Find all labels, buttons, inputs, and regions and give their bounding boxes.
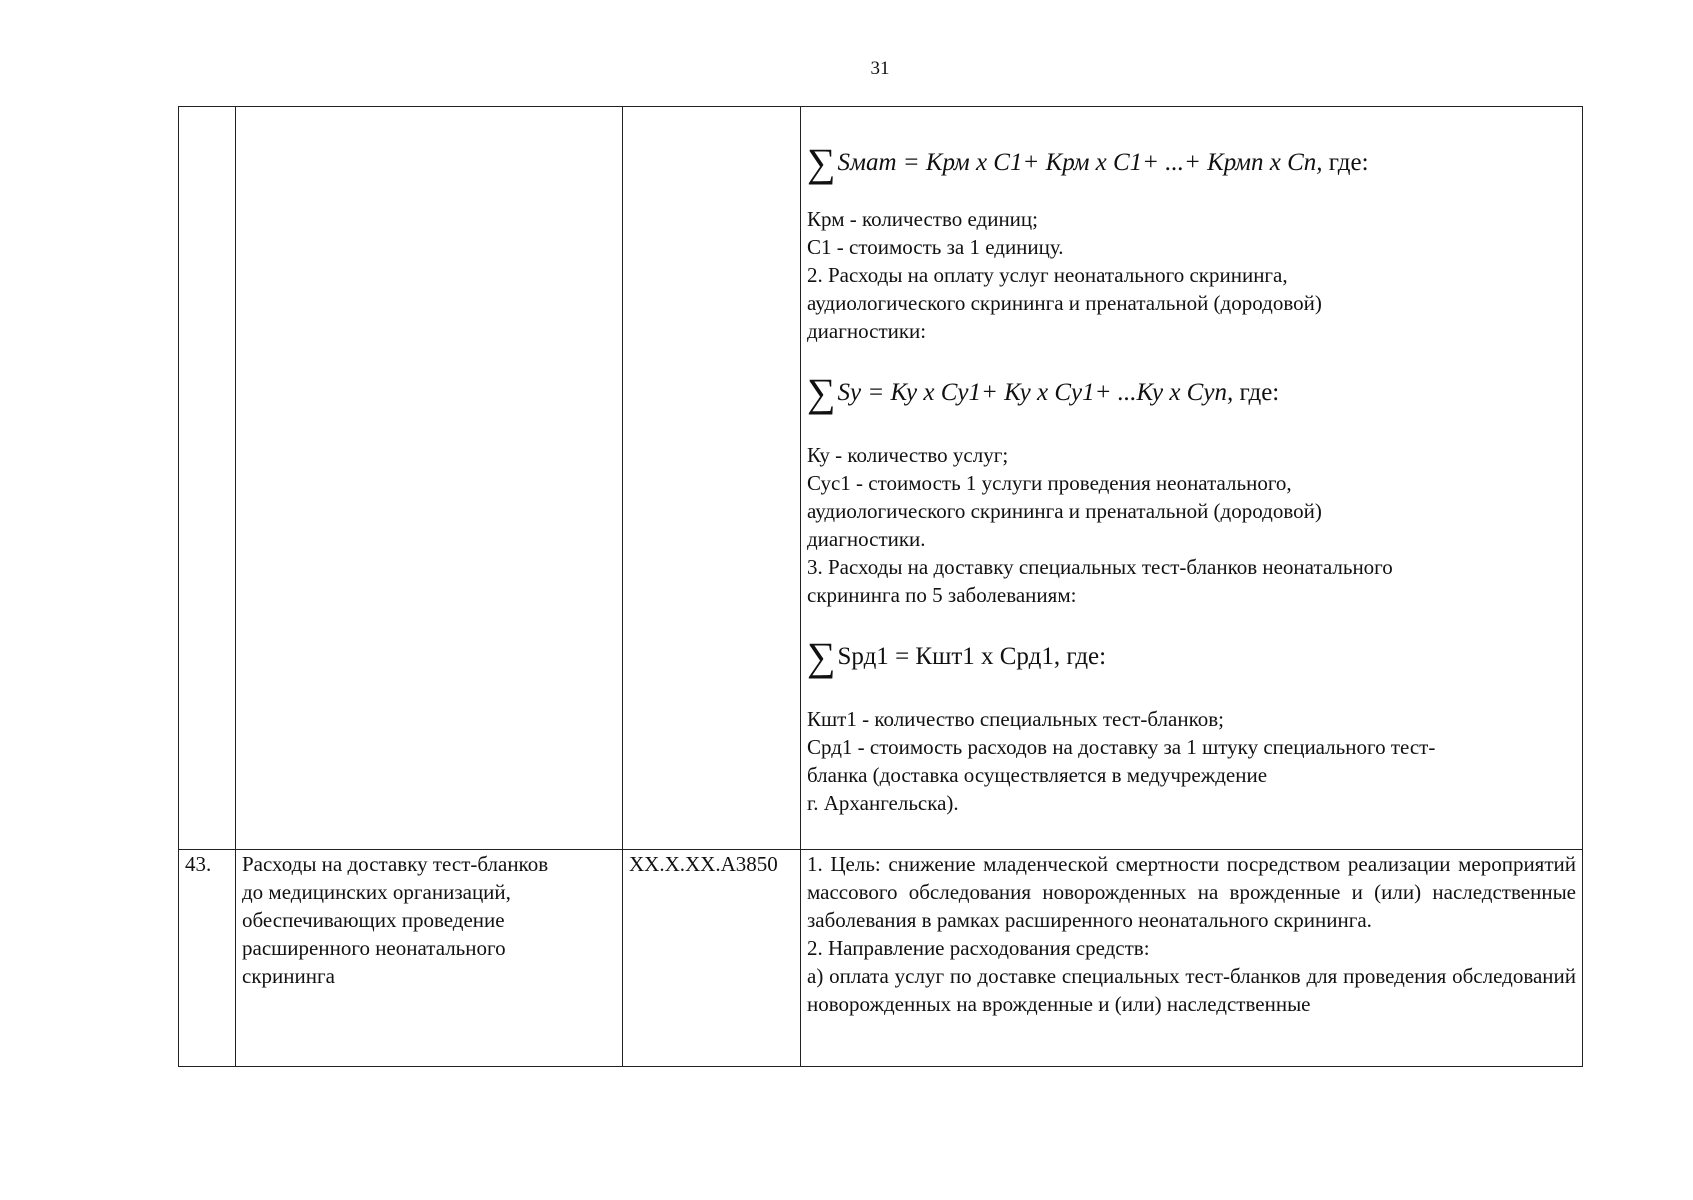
text-line: 2. Расходы на оплату услуг неонатального скрининга, bbox=[807, 263, 1288, 287]
text-line: Срд1 - стоимость расходов на доставку за 1 штуку специального тест- bbox=[807, 735, 1436, 759]
text-line: Сус1 - стоимость 1 услуги проведения неонатального, bbox=[807, 471, 1292, 495]
text-line: г. Архангельска). bbox=[807, 791, 959, 815]
name-line: скрининга bbox=[242, 964, 335, 988]
text-line: С1 - стоимость за 1 единицу. bbox=[807, 235, 1064, 259]
budget-table bbox=[178, 106, 1583, 1067]
page-number: 31 bbox=[870, 58, 890, 79]
text-line: диагностики. bbox=[807, 527, 926, 551]
text-line: скрининга по 5 заболеваниям: bbox=[807, 583, 1077, 607]
text-line: Ку - количество услуг; bbox=[807, 443, 1009, 467]
table-row-continued bbox=[179, 107, 1583, 850]
text-line: аудиологического скрининга и пренатальной (дородовой) bbox=[807, 499, 1322, 523]
text-line: аудиологического скрининга и пренатальной (дородовой) bbox=[807, 291, 1322, 315]
formula-lhs: Sмат bbox=[837, 149, 897, 176]
formula-tail: где: bbox=[1066, 643, 1107, 670]
cell-expense-name bbox=[236, 850, 623, 1067]
cell-code: ХХ.Х.ХХ.А3850 bbox=[623, 850, 801, 1067]
cell-description-continued bbox=[801, 107, 1583, 850]
sigma-symbol: ∑ bbox=[807, 140, 836, 185]
text-line: Крм - количество единиц; bbox=[807, 207, 1038, 231]
cell-code-empty bbox=[623, 107, 801, 850]
text-line: Кшт1 - количество специальных тест-бланков; bbox=[807, 707, 1224, 731]
text-line: 3. Расходы на доставку специальных тест-бланков неонатального bbox=[807, 555, 1393, 579]
name-line: расширенного неонатального bbox=[242, 936, 506, 960]
sigma-symbol: ∑ bbox=[807, 634, 836, 679]
description-paragraph: а) оплата услуг по доставке специальных тест-бланков для проведения обследований новорожденных на врожденные и (или) наследственные bbox=[807, 964, 1576, 1016]
formula-tail: где: bbox=[1239, 379, 1280, 406]
table-row-43 bbox=[179, 850, 1583, 1067]
cell-name-empty bbox=[236, 107, 623, 850]
cell-number-empty bbox=[179, 107, 236, 850]
description-paragraph: 2. Направление расходования средств: bbox=[807, 936, 1150, 960]
formula-tail: где: bbox=[1328, 149, 1369, 176]
formula-lhs: Sу bbox=[837, 379, 862, 406]
cell-description bbox=[801, 850, 1583, 1067]
formula-services bbox=[807, 370, 1576, 415]
formula-lhs: Sрд1 bbox=[837, 643, 889, 670]
name-line: обеспечивающих проведение bbox=[242, 908, 505, 932]
formula-materials bbox=[807, 140, 1576, 185]
sigma-symbol: ∑ bbox=[807, 370, 836, 415]
text-line: диагностики: bbox=[807, 319, 927, 343]
name-line: до медицинских организаций, bbox=[242, 880, 511, 904]
description-paragraph: 1. Цель: снижение младенческой смертности посредством реализации мероприятий массового обследования новорожденных на врожденные и (или) наследственные заболевания в рамках расширенного неонатального скрининга. bbox=[807, 852, 1576, 932]
formula-rhs: = Крм х С1+ Крм х С1+ ...+ Крмп х Сп, bbox=[902, 149, 1323, 176]
cell-number: 43. bbox=[179, 850, 236, 1067]
formula-rhs: = Ку х Су1+ Ку х Су1+ ...Ку х Суп, bbox=[867, 379, 1234, 406]
text-line: бланка (доставка осуществляется в медучреждение bbox=[807, 763, 1268, 787]
name-line: Расходы на доставку тест-бланков bbox=[242, 852, 549, 876]
formula-rhs: = Кшт1 х Срд1, bbox=[895, 643, 1061, 670]
formula-delivery bbox=[807, 634, 1576, 679]
